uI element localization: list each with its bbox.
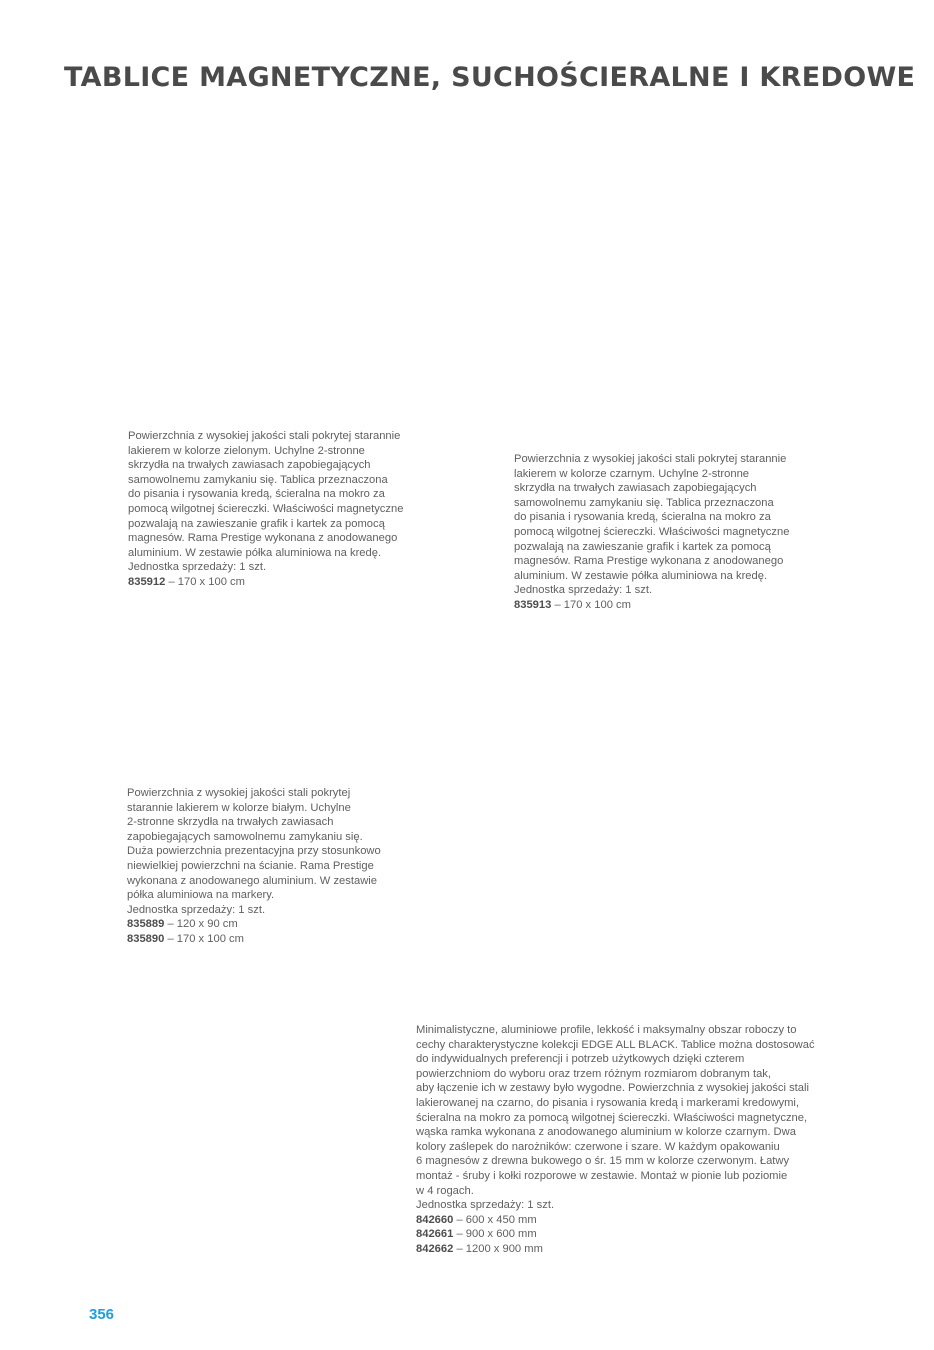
description-line: pomocą wilgotnej ściereczki. Właściwości magnetyczne — [514, 525, 790, 538]
page-number: 356 — [89, 1306, 115, 1323]
description-line: aluminium. W zestawie półka aluminiowa na kredę. — [514, 569, 768, 582]
description-line: wykonana z anodowanego aluminium. W zestawie — [127, 874, 377, 887]
description-line: Jednostka sprzedaży: 1 szt. — [514, 584, 653, 597]
product-code-row — [416, 1227, 815, 1242]
description-line: ścieralna na mokro za pomocą wilgotnej ściereczki. Właściwości magnetyczne, — [416, 1111, 808, 1124]
description-line: lakierowanej na czarno, do pisania i rysowania kredą i markerami kredowymi, — [416, 1096, 800, 1109]
description-line: magnesów. Rama Prestige wykonana z anodowanego — [514, 555, 784, 568]
description-line: pozwalają na zawieszanie grafik i kartek za pomocą — [128, 517, 385, 530]
product-code-row — [127, 932, 381, 947]
product-code: 842662 — [416, 1242, 454, 1255]
product-code: 835912 — [128, 575, 166, 588]
product-size: – 170 x 100 cm — [165, 575, 245, 588]
description-line: do pisania i rysowania kredą, ścieralna na mokro za — [514, 511, 771, 524]
description-line: Powierzchnia z wysokiej jakości stali pokrytej — [127, 787, 351, 799]
product-code-row — [128, 575, 403, 590]
description-line: do indywidualnych preferencji i potrzeb użytkowych dzięki czterem — [416, 1053, 745, 1066]
description-line: Jednostka sprzedaży: 1 szt. — [416, 1199, 555, 1212]
description-line: powierzchniom do wyboru oraz trzem różnym rozmiarom dobranym tak, — [416, 1067, 772, 1080]
description-line: skrzydła na trwałych zawiasach zapobiegających — [128, 459, 371, 472]
description-line: samowolnemu zamykaniu się. Tablica przeznaczona — [514, 496, 774, 509]
description-line: półka aluminiowa na markery. — [127, 889, 275, 902]
description-line: Jednostka sprzedaży: 1 szt. — [128, 561, 267, 574]
description-line: aby łączenie ich w zestawy było wygodne. Powierzchnia z wysokiej jakości stali — [416, 1082, 809, 1095]
product-code-row — [416, 1242, 815, 1257]
description-line: 6 magnesów z drewna bukowego o śr. 15 mm w kolorze czerwonym. Łatwy — [416, 1155, 790, 1168]
description-line: Minimalistyczne, aluminiowe profile, lekkość i maksymalny obszar roboczy to — [416, 1024, 797, 1036]
product-code-row — [514, 598, 789, 613]
description-line: lakierem w kolorze czarnym. Uchylne 2-stronne — [514, 467, 750, 480]
description-line: Duża powierzchnia prezentacyjna przy stosunkowo — [127, 845, 381, 858]
description-line: montaż - śruby i kołki rozporowe w zestawie. Montaż w pionie lub poziomie — [416, 1169, 788, 1182]
product-size: – 1200 x 900 mm — [453, 1242, 543, 1255]
description-line: pozwalają na zawieszanie grafik i kartek za pomocą — [514, 540, 771, 553]
description-line: aluminium. W zestawie półka aluminiowa na kredę. — [128, 546, 382, 559]
description-line: w 4 rogach. — [416, 1184, 474, 1197]
description-line: lakierem w kolorze zielonym. Uchylne 2-stronne — [128, 444, 365, 457]
product-code-row — [127, 917, 381, 932]
product-description-edge-all-black — [416, 1023, 815, 1257]
description-line: wąska ramka wykonana z anodowanego aluminium w kolorze czarnym. Dwa — [416, 1126, 796, 1139]
page-title: TABLICE MAGNETYCZNE, SUCHOŚCIERALNE I KREDOWE — [64, 62, 916, 93]
product-size: – 170 x 100 cm — [551, 598, 631, 611]
description-line: magnesów. Rama Prestige wykonana z anodowanego — [128, 532, 398, 545]
description-line: niewielkiej powierzchni na ścianie. Rama Prestige — [127, 859, 374, 872]
description-line: zapobiegających samowolnemu zamykaniu się. — [127, 830, 363, 843]
description-line: Powierzchnia z wysokiej jakości stali pokrytej starannie — [128, 430, 401, 442]
description-line: do pisania i rysowania kredą, ścieralna na mokro za — [128, 488, 385, 501]
product-code-row — [416, 1213, 815, 1228]
description-line: 2-stronne skrzydła na trwałych zawiasach — [127, 816, 334, 829]
product-description-white-board — [127, 786, 381, 947]
product-size: – 900 x 600 mm — [453, 1228, 537, 1241]
product-code: 842660 — [416, 1213, 454, 1226]
product-description-green-board — [128, 429, 403, 590]
product-code: 835889 — [127, 918, 165, 931]
product-size: – 170 x 100 cm — [164, 932, 244, 945]
product-code: 835890 — [127, 932, 165, 945]
product-code: 835913 — [514, 598, 552, 611]
description-line: pomocą wilgotnej ściereczki. Właściwości magnetyczne — [128, 502, 404, 515]
product-size: – 120 x 90 cm — [164, 918, 238, 931]
description-line: cechy charakterystyczne kolekcji EDGE ALL BLACK. Tablice można dostosować — [416, 1038, 815, 1051]
description-line: samowolnemu zamykaniu się. Tablica przeznaczona — [128, 473, 388, 486]
product-description-black-board — [514, 452, 789, 613]
description-line: Jednostka sprzedaży: 1 szt. — [127, 903, 266, 916]
description-line: Powierzchnia z wysokiej jakości stali pokrytej starannie — [514, 453, 787, 465]
description-line: skrzydła na trwałych zawiasach zapobiegających — [514, 482, 757, 495]
product-size: – 600 x 450 mm — [453, 1213, 537, 1226]
description-line: starannie lakierem w kolorze białym. Uchylne — [127, 801, 351, 814]
product-code: 842661 — [416, 1228, 454, 1241]
description-line: kolory zaślepek do narożników: czerwone i szare. W każdym opakowaniu — [416, 1140, 780, 1153]
